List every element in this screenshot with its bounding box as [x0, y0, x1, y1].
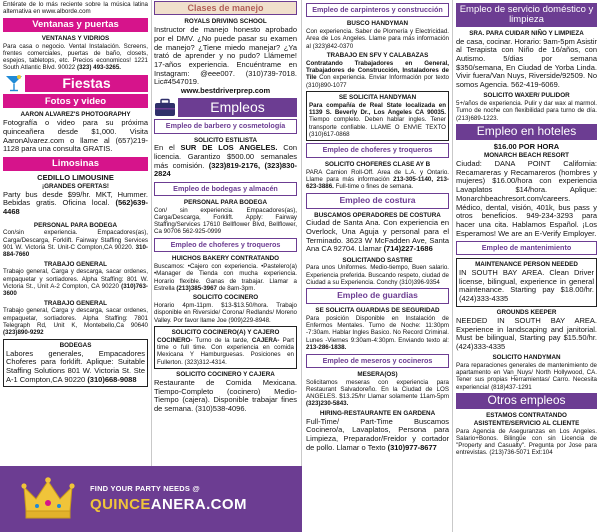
ad-phone: (323)842-0370 [312, 42, 354, 50]
ad-maintenance [456, 258, 597, 307]
ad-body: Solicitamos meseras con experiencia para Restaurant Salvadoreño. En la Ciudad de LOS ANGELES. $13.25/hr Llamar solamente 11am-5pm [306, 378, 449, 401]
ad-body: Party bus desde $99/hr. MKT, Hummer. Bebidas gratis. Oficina local. [3, 189, 148, 208]
ad-tail: de 8am-3pm. [218, 284, 256, 292]
ad-place: SUR DE LOS ANGELES. [180, 143, 278, 153]
ad-title: SE SOLICITA HANDYMAN [338, 94, 417, 102]
ad-trabajo-general-1 [3, 261, 148, 298]
ad-busco-handyman [306, 20, 449, 49]
ad-title: SOLICITO COCINERO [192, 294, 259, 302]
ad-photography [3, 111, 148, 154]
section-header-limosinas: Limosinas [3, 157, 148, 171]
ad-phone: (909)229-8948. [228, 316, 271, 324]
ad-phone: (323) 493-3265. [76, 64, 122, 72]
ad-title: CEDILLO LIMOUSINE [37, 172, 114, 182]
ad-phone: (310)977-8677 [387, 442, 437, 452]
ad-title: MESERA(OS) [357, 370, 398, 378]
ad-body: 5+/años de experiencia. Pulir y dar wax al marmol. Turno de noche con flexibilidad para turno de día. [456, 100, 597, 115]
ad-title: BODEGAS [59, 341, 92, 349]
ad-title: SOLICITO COCINERO Y CAJERA [176, 371, 275, 379]
ad-body: Ciudad de Santa Ana. Con experiencia en Overlock, Una Aguja y personal para el Terminado. 3623 W McFadden Ave, Santa Ana CA 92704. Llamar [306, 218, 449, 254]
ad-body: Trabajo general, Carga y descarga, sacar ordenes, empaquetar y sortiadores. Alpha Staffing: 801 W. Victoria St., Unit A-2 Compton, CA 90220 [3, 268, 148, 290]
column-3 [302, 0, 452, 532]
ad-phone: (310)890-1077 [306, 81, 347, 89]
ad-title: SOLICITO COCINERO(A) Y CAJERO [171, 329, 280, 337]
ad-title: VENTANAS Y VIDRIOS [41, 34, 110, 42]
section-header-ventanas: Ventanas y puertas [3, 18, 148, 32]
ad-title: BUSCO HANDYMAN [346, 20, 409, 28]
ad-title: HIRING-RESTAURANTE EN GARDENA [319, 409, 436, 417]
ad-tail: Con experiencia. Enviar Información por texto [319, 74, 449, 82]
ad-body-2: Part time o full time. Con experiencia en comida Mexicana Y Hamburguesas. Posiciones en Fullerton. [157, 337, 294, 366]
section-header-barbero: Empleo de barbero y cosmetología [154, 119, 297, 133]
ad-phone: 562-925-0999 [182, 228, 222, 236]
column-4 [453, 0, 600, 532]
ad-handyman-vannuys [456, 354, 597, 391]
ad-body: Contratando Trabajadores en General, Trabajadores de Construcción, Instaladores de Tile [306, 60, 449, 82]
ad-phone: (310)396-9354 [399, 278, 440, 286]
ad-body: IN SOUTH BAY AREA. Clean Driver license, bilingual, experience in general maintenance. Starting pay $18.00/hr. [459, 267, 594, 295]
ad-title: HUICHOS BAKERY CONTRATANDO [171, 255, 280, 263]
banner-text [90, 485, 247, 513]
ad-body: Ciudad: DANA POINT California: Recamareras y Recamareros (hombres y mujeres) $16.00/hora con experiencia Lavaplatos $14/hora. Aplique: Monarchbeachresort.com/careers. Médico, dental, visión, 401k, bus pass y otros beneficios. 949-234-3293 para hacer una cita. Hablamos Español. ¡Los Esperamos! We are an E-Verify Employer. [456, 159, 597, 238]
ad-url: www.bestdriverprep.com [180, 86, 271, 96]
section-header-carpinteros: Empleo de carpinteros y construcción [306, 3, 449, 17]
ad-tail: Full-time o fines de semana. [335, 183, 414, 190]
ad-phone: (213)689-1223. [456, 114, 499, 122]
section-header-servicio: Empleo de servicio doméstico y limpieza [456, 3, 597, 27]
ad-title: TRABAJO GENERAL [44, 260, 107, 268]
ad-title: PERSONAL PARA BODEGA [183, 198, 268, 206]
ad-body: Restaurante de Comida Mexicana. Tiempo-Completo (cocinero) Medio-Tiempo (cajera). Disponible trabajar fines de semana. [154, 378, 297, 414]
ad-phone: 213-286-1838. [306, 343, 347, 351]
ad-hiring-gardena [306, 410, 449, 453]
ad-phone: (323)890-9292 [3, 329, 44, 337]
section-header-choferes: Empleo de choferes y troqueros [306, 143, 449, 157]
ad-phone: (424)333-4335 [459, 294, 509, 303]
ad-guardias [306, 307, 449, 351]
ad-phone: (323)312-4314. [184, 358, 227, 366]
ad-title: $16.00 POR HORA [493, 142, 560, 152]
ad-title: ROYALS DRIVING SCHOOL [184, 18, 267, 26]
ad-body: Para casa o negocio. Vental Instalación. Screens, frentes comerciales, puertas de baño, closets, espejos, tabletops, etc. Precios economicos! 1221 South Atlantic Blvd. 90022 [3, 42, 148, 72]
ad-phone: (424)333-4335 [456, 342, 506, 352]
ad-choferes [306, 161, 449, 190]
ad-body: Turno de la tarde, [195, 337, 249, 345]
ad-trabajo-general-2 [3, 300, 148, 337]
ad-title: ESTAMOS CONTRATANDO [486, 412, 567, 420]
ad-body: Buscamos: •Cajero con experiencia. •Pastelero(a) •Manager de Tienda con mucha experiencia. Horario flexible. Ganas de trabajar. Llamar a Estrella [154, 263, 297, 292]
ad-phone: (818)437-1291 [491, 383, 532, 391]
ad-title: SE SOLICITA GUARDIAS DE SEGURIDAD [315, 307, 440, 315]
ad-body: Con/sin experiencia. Empacadores(as), Carga/Descarga, Forklift. Fairway Staffing Services 901 W. Victoria St. Unit-C Compton,CA 90220. [3, 229, 148, 251]
ad-title-2: ASISTENTE/SERVICIO AL CLIENTE [473, 419, 580, 427]
fiestas-title: Fiestas [25, 75, 148, 92]
ad-title: SRA. PARA CUIDAR NIÑO Y LIMPIEZA [469, 29, 584, 37]
ad-monarch [456, 143, 597, 238]
section-header-guardias: Empleo de guardias [306, 288, 449, 304]
ad-body: Fotografía o video para su próxima quinceañera desde $1,000. Visita AaronAlvarez.com o llame al (657)219-1128 para una consulta GRATIS. [3, 118, 148, 154]
ad-body: Horario 4pm-11pm. $13-$13.50/hora. Trabajo disponible en Riverside/ Corona/ Redlands/ Moreno Valley. Por favor llame Joe [154, 302, 297, 324]
ad-grounds-keeper [456, 309, 597, 352]
ad-estilista [154, 137, 297, 180]
ad-phone: (310)617-0868 [309, 130, 350, 138]
ad-phone: (310)763-3600 [3, 282, 148, 297]
ad-title: AARON ALVAREZ'S PHOTOGRAPHY [20, 111, 131, 119]
ad-title: SOLICITO HANDYMAN [492, 354, 561, 362]
ad-title: SOLICITO WAXER/ PULIDOR [483, 92, 570, 100]
ad-title-2: MONARCH BEACH RESORT [483, 152, 569, 160]
ad-body-2: Con licencia. Garantizo $500.00 semanales más comisión. [154, 143, 297, 170]
fiestas-header [3, 74, 148, 92]
ad-body: Para unos Uniformes. Medio-tiempo, Buen salario. Experiencia preferida. Buscando respeto, ciudad de Ciudad a su Experiencia. Conchy [306, 264, 449, 286]
ad-title: MAINTENANCE PERSON NEEDED [475, 261, 578, 269]
ad-body: Para compañía de Real State localizada en 1139 S. Beverly Dr., Los Angeles CA 90035. [309, 102, 446, 117]
section-header-meseros: Empleo de meseros y cocineros [306, 354, 449, 368]
ad-body: Para posición Disponible en Instalación de Enfermos Mentales. Turno de Noche: 11:30pm -7:30am. Hablar Ingles Basico. No Record Criminal. Lunes -Viernes 9:30am-4:30pm. Enviando texto al: [306, 315, 449, 344]
ad-personal-bodega-2 [154, 199, 297, 236]
column-2 [151, 0, 301, 532]
ad-costura [306, 212, 449, 255]
ad-cocinero-3 [154, 371, 297, 414]
ad-body: PARA Camion Roll-Off. Area de L.A. y Ontario. Llame para más información [306, 168, 449, 183]
ad-body: Trabajo general, Carga y descarga, sacar ordenes, empaquetar, sortiadores. Alpha Staffing: 7801 Telegraph Rd, Unit K, Montebello,Ca 90640 [3, 307, 148, 329]
column-1 [0, 0, 151, 532]
ad-body: Instructor de manejo honesto aprobado por el DMV. ¿No puede pasar su examen de manejo? ¿Tiene miedo manejar? ¿Ya trató de aprender y no pudo? Llámeme! 17-años experiencia. Encuéntrame en Instagram: @eee007. (310)739-7018. Lic#4547019. [154, 25, 297, 87]
ad-body: Con/ sin experiencia. Empacadores(as), Carga/Descarga, Forklift. Apply: Fairway Staffing/Services 17610 Bellflower Blvd, Bellflower, Ca 90706 [154, 206, 297, 236]
intro-text: Entérate de lo más reciente sobre la música latina alternativa en www.alborde.com [3, 1, 148, 16]
ad-phone: (310)668-9088 [87, 374, 137, 384]
ad-phone: 213-305-1140, 213-623-3886. [306, 175, 449, 190]
ad-phone: (310)538-4096. [195, 404, 247, 414]
ad-title: TRABAJO GENERAL [44, 299, 107, 307]
ad-phone: (323)230-5843. [306, 400, 349, 408]
ad-label-2: CAJERA- [251, 337, 280, 345]
section-header-hoteles: Empleo en hoteles [456, 124, 597, 140]
section-header-otros: Otros empleos [456, 393, 597, 409]
ad-title: SOLICITANDO SASTRE [342, 256, 413, 264]
section-header-manejo: Clases de manejo [154, 1, 297, 15]
empleos-title: Empleos [178, 98, 297, 117]
cocktail-glass-icon [3, 74, 25, 92]
section-header-choferes-2: Empleo de choferes y troqueros [154, 238, 297, 252]
ad-title: BUSCAMOS OPERADORES DE COSTURA [314, 211, 441, 219]
ad-body: Full-Time/ Part-Time Buscamos Cocinero/a, Lavaplatos, Persona para Limpieza, Preparador/Freidor y cortador de pollo. Llamar o Texto [306, 416, 449, 452]
ad-trabajo-sfv [306, 52, 449, 89]
ad-ventanas [3, 35, 148, 72]
ad-waxer [456, 92, 597, 121]
section-header-fotos: Fotos y video [3, 94, 148, 108]
crown-icon [20, 473, 76, 525]
ad-body: NEEDED IN SOUTH BAY AREA. Experience in landscaping and janitorial. Must be bilingual, Starting pay $15.50/hr. [456, 315, 597, 343]
section-header-mantenimiento: Empleo de mantenimiento [456, 241, 597, 255]
ad-body: Con experiencia. Saber de Plomería y Electricidad. Area de Los Angeles. Llame para más información al [306, 28, 449, 50]
ad-body: Labores generales, Empacadores Choferes para forklift. Aplique: Suitable Staffing Solutions 801 W. Victoria St. Ste A-1 Compton,CA 90220 [6, 348, 145, 384]
ad-label: COCINERO- [157, 337, 193, 345]
ad-bodegas [3, 339, 148, 388]
ad-phone: (562)639-4468 [3, 198, 148, 216]
ad-huichos-bakery [154, 255, 297, 292]
ad-phone: (714)227-1686 [383, 244, 433, 254]
ad-tail: Tiempo completo. Deben hablar ingles. Tener transporte confiable. LLAME O ENVIE TEXTO [309, 116, 446, 131]
ad-cocinero-1 [154, 294, 297, 323]
ad-phone: (213)385-3967 [176, 284, 217, 292]
ad-title: TRABAJO EN SFV Y CALABAZAS [326, 52, 429, 60]
ad-estamos-contratando [456, 412, 597, 456]
ad-subtitle: ¡GRANDES OFERTAS! [41, 182, 110, 190]
ad-phone: 562-419-6069. [511, 80, 560, 90]
ad-phone: 310-884-7660 [3, 243, 148, 258]
banner-brand [90, 496, 247, 513]
section-header-bodegas: Empleo de bodegas y almacén [154, 182, 297, 196]
banner-brand-a: QUINCE [90, 495, 151, 513]
ad-phone: (323)819-2176, (323)830-2824 [154, 160, 297, 179]
ad-meseras [306, 371, 449, 408]
ad-body: de casa, cocinar. Horario: 9am-5pm Asistir al Terapista con Niño de 16/años, con Autismo. 5/dias por semana $350/semana, En Ciudad de Yorba Linda. Vivir fuera/Van Nuys, Riverside/92509. No somos Agencia. [456, 36, 597, 90]
empleos-header [154, 98, 297, 117]
briefcase-icon [154, 98, 176, 117]
quinceanera-banner[interactable] [0, 466, 302, 532]
ad-title: PERSONAL PARA BODEGA [33, 221, 118, 229]
ad-driving-school [154, 18, 297, 95]
ad-limousine [3, 174, 148, 217]
ad-se-solicita-handyman [306, 91, 449, 141]
ad-title: SOLICITO CHOFERES CLASE AY B [324, 160, 431, 168]
ad-body: Para reparaciones generales de mantenimiento de apartamento en Van_Nuys/ North Hollywood, CA. Tener sus propias Herramientas/ Carro. Necesita experiencia! [456, 362, 597, 391]
ad-body: En el [154, 143, 175, 153]
ad-personal-bodega [3, 222, 148, 259]
ad-phone: (213)736-5071 Ext:104 [489, 449, 553, 457]
banner-brand-b: ANERA.COM [150, 495, 247, 513]
banner-line: FIND YOUR PARTY NEEDS @ [90, 483, 200, 493]
ad-cocinero-2 [154, 326, 297, 369]
ad-sastre [306, 257, 449, 286]
ad-title: GROUNDS KEEPER [496, 309, 557, 317]
ad-body: Para Agencia de Aseguranzas en Los Angeles. Salario+Bonos. Bilingüe con sin Licencia de "Property and Casualty". Pregunta por Jose para entrevistas. [456, 427, 597, 457]
ad-title: SOLICITO ESTILISTA [193, 136, 258, 144]
section-header-costura: Empleo de costura [306, 193, 449, 209]
ad-cuidar-nino [456, 30, 597, 90]
